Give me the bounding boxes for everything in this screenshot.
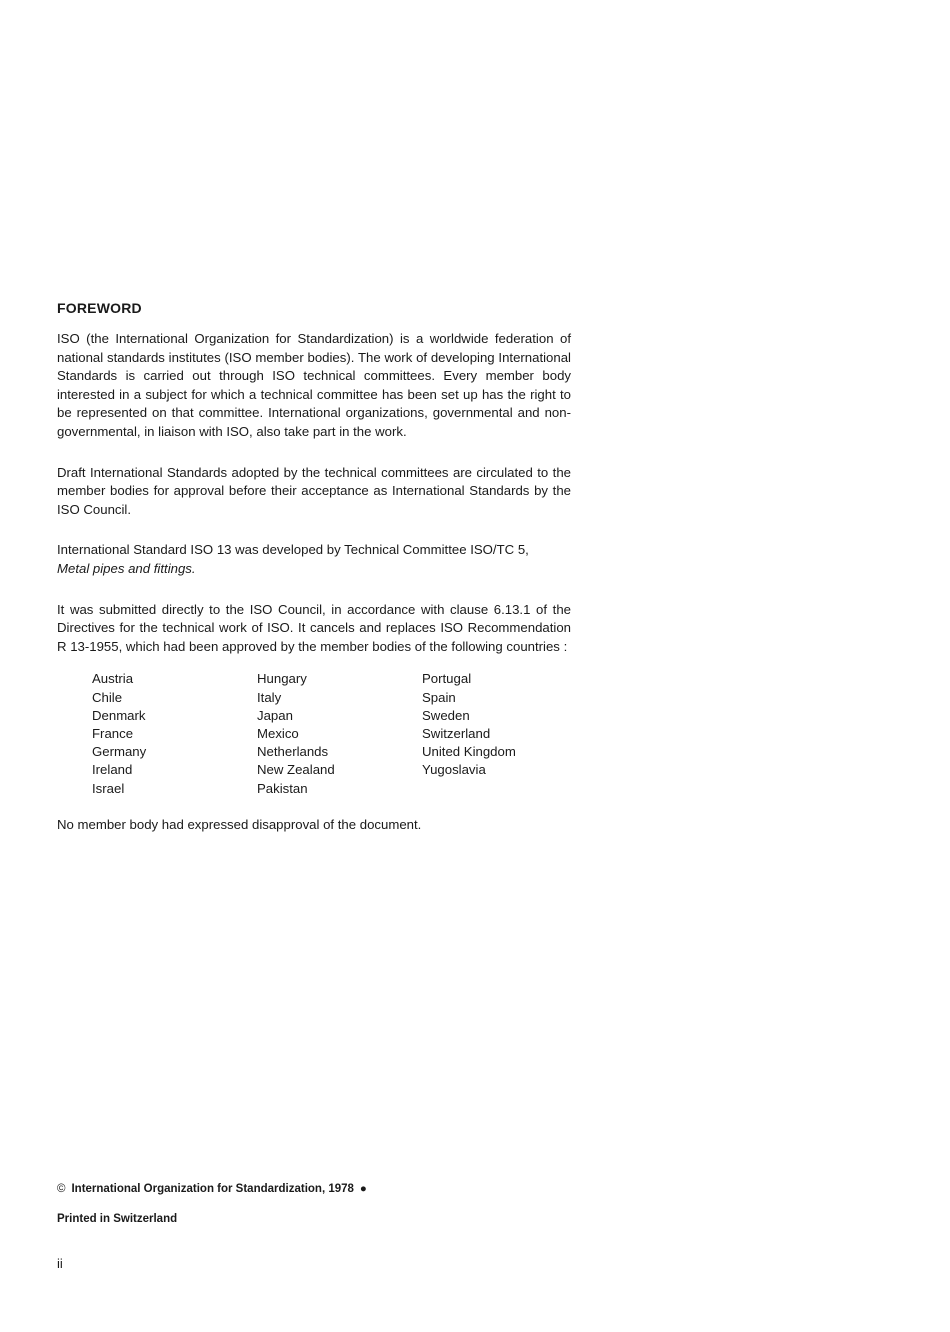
page-number: ii [57, 1256, 63, 1271]
country-item: Chile [92, 689, 123, 705]
bullet-icon: ● [359, 1183, 367, 1195]
country-item: Israel [92, 780, 125, 796]
country-item: Austria [92, 671, 134, 687]
country-item: Italy [257, 689, 282, 705]
country-item: Sweden [422, 707, 470, 723]
paragraph-closing: No member body had expressed disapproval of the document. [57, 816, 422, 832]
country-item: Portugal [422, 671, 472, 687]
country-item: Ireland [92, 762, 133, 778]
paragraph-iso-intro: ISO (the International Organization for Standardization) is a worldwide federation of national standards institutes (ISO member bodies). The work of developing International Standards is carried out through ISO technical committees. Every member body interested in a subject for which a technical committee has been set up has the right to be represented on that committee. International organizations, governmental and non-governmental, in liaison with ISO, also take part in the work. [57, 331, 571, 439]
country-item: New Zealand [257, 762, 335, 778]
country-item: France [92, 725, 134, 741]
committee-title: Metal pipes and fittings. [57, 560, 196, 576]
country-list [92, 670, 571, 797]
printed-in-line: Printed in Switzerland [57, 1213, 178, 1225]
copyright-icon: © [57, 1183, 66, 1195]
country-column-2 [257, 670, 422, 797]
paragraph-submission: It was submitted directly to the ISO Council, in accordance with clause 6.13.1 of the Directives for the technical work of ISO. It cancels and replaces ISO Recommendation R 13-1955, which had been approved by the member bodies of the following countries : [57, 601, 571, 654]
paragraph-standard-development [57, 541, 571, 578]
country-item: Pakistan [257, 780, 308, 796]
copyright-text: International Organization for Standardization, 1978 [71, 1183, 354, 1195]
country-item: Spain [422, 689, 456, 705]
country-item: United Kingdom [422, 744, 516, 760]
country-item: Yugoslavia [422, 762, 486, 778]
country-item: Hungary [257, 671, 307, 687]
country-item: Switzerland [422, 725, 491, 741]
standard-development-text: International Standard ISO 13 was developed by Technical Committee ISO/TC 5, [57, 542, 529, 558]
copyright-line [57, 1183, 657, 1195]
country-item: Mexico [257, 725, 299, 741]
country-item: Netherlands [257, 744, 329, 760]
country-item: Germany [92, 744, 147, 760]
country-item: Denmark [92, 707, 146, 723]
paragraph-draft-standards: Draft International Standards adopted by the technical committees are circulated to the member bodies for approval before their acceptance as International Standards by the ISO Council. [57, 464, 571, 517]
country-column-1 [92, 670, 257, 797]
country-item: Japan [257, 707, 293, 723]
foreword-section [57, 300, 571, 834]
country-column-3 [422, 670, 587, 797]
foreword-heading: FOREWORD [57, 300, 142, 316]
